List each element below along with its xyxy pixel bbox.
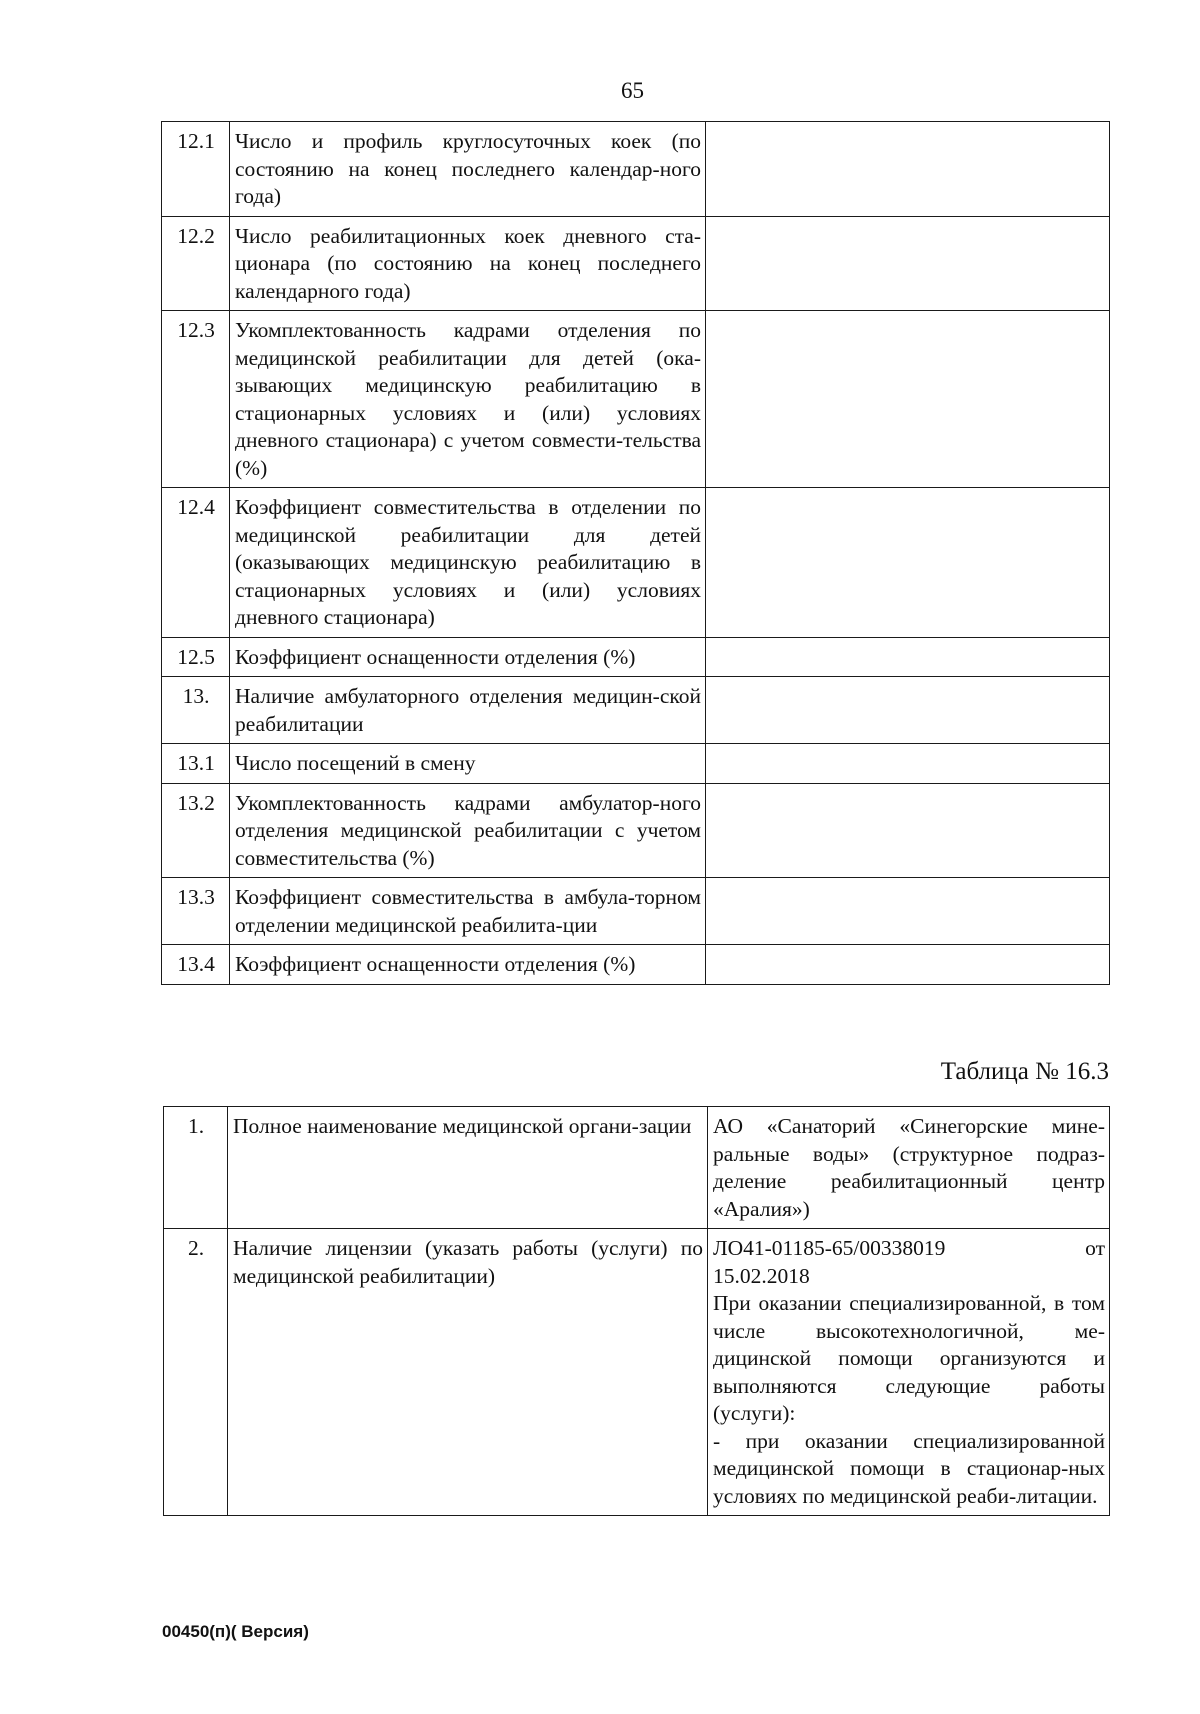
table-caption: Таблица № 16.3 [940, 1058, 1109, 1085]
row-number: 12.1 [162, 122, 230, 217]
table-row [164, 1229, 1110, 1516]
license-header [713, 1235, 1105, 1263]
document-footer: 00450(п)( Версия) [162, 1622, 309, 1641]
license-details: При оказании специализированной, в том числе высокотехнологичной, ме-дицинской помощи организуются и выполняются следующие работы (услуги): [713, 1291, 1105, 1425]
row-number: 1. [164, 1107, 228, 1229]
row-description: Укомплектованность кадрами амбулатор-ного отделения медицинской реабилитации с учетом совместительства (%) [230, 783, 706, 878]
table-row [162, 216, 1110, 311]
row-description: Коэффициент совместительства в отделении по медицинской реабилитации для детей (оказывающих медицинскую реабилитацию в стационарных условиях и (или) условиях дневного стационара) [230, 488, 706, 638]
row-value [706, 783, 1110, 878]
table-row [164, 1107, 1110, 1229]
row-value [706, 744, 1110, 784]
row-number: 13.2 [162, 783, 230, 878]
table-row [162, 677, 1110, 744]
table-row [162, 311, 1110, 488]
table-row [162, 744, 1110, 784]
indicators-table [161, 121, 1110, 985]
page-number: 65 [621, 78, 644, 103]
row-number: 12.4 [162, 488, 230, 638]
row-value [706, 878, 1110, 945]
row-description: Наличие амбулаторного отделения медицин-ской реабилитации [230, 677, 706, 744]
row-number: 13. [162, 677, 230, 744]
organization-table [163, 1106, 1110, 1516]
license-number: ЛО41-01185-65/00338019 [713, 1236, 946, 1260]
table-row [162, 783, 1110, 878]
row-description: Число посещений в смену [230, 744, 706, 784]
row-value [706, 945, 1110, 985]
row-value [706, 122, 1110, 217]
row-description: Коэффициент оснащенности отделения (%) [230, 637, 706, 677]
row-description: Коэффициент совместительства в амбула-торном отделении медицинской реабилита-ции [230, 878, 706, 945]
row-number: 13.3 [162, 878, 230, 945]
row-description: Укомплектованность кадрами отделения по медицинской реабилитации для детей (ока-зывающих медицинскую реабилитацию в стационарных условиях и (или) условиях дневного стационара) с учетом совмести-тельства (%) [230, 311, 706, 488]
row-number: 12.2 [162, 216, 230, 311]
row-value [706, 311, 1110, 488]
row-value [706, 677, 1110, 744]
license-from: от [1085, 1236, 1105, 1260]
row-description: Полное наименование медицинской органи-зации [228, 1107, 708, 1229]
row-value [706, 216, 1110, 311]
row-description: Число реабилитационных коек дневного ста-ционара (по состоянию на конец последнего календарного года) [230, 216, 706, 311]
row-number: 13.4 [162, 945, 230, 985]
table-row [162, 945, 1110, 985]
row-description: Наличие лицензии (указать работы (услуги) по медицинской реабилитации) [228, 1229, 708, 1516]
license-date: 15.02.2018 [713, 1263, 810, 1288]
row-value [706, 488, 1110, 638]
table-row [162, 488, 1110, 638]
row-description: Число и профиль круглосуточных коек (по состоянию на конец последнего календар-ного года) [230, 122, 706, 217]
organization-name: АО «Санаторий «Синегорские мине-ральные воды» (структурное подраз-деление реабилитационный центр «Аралия») [708, 1107, 1110, 1229]
row-description: Коэффициент оснащенности отделения (%) [230, 945, 706, 985]
table-row [162, 637, 1110, 677]
row-value [706, 637, 1110, 677]
row-number: 2. [164, 1229, 228, 1516]
row-number: 12.3 [162, 311, 230, 488]
row-number: 12.5 [162, 637, 230, 677]
row-number: 13.1 [162, 744, 230, 784]
table-row [162, 878, 1110, 945]
license-item: - при оказании специализированной медицинской помощи в стационар-ных условиях по медицинской реаби-литации. [713, 1428, 1105, 1508]
table-row [162, 122, 1110, 217]
license-cell [708, 1229, 1110, 1516]
